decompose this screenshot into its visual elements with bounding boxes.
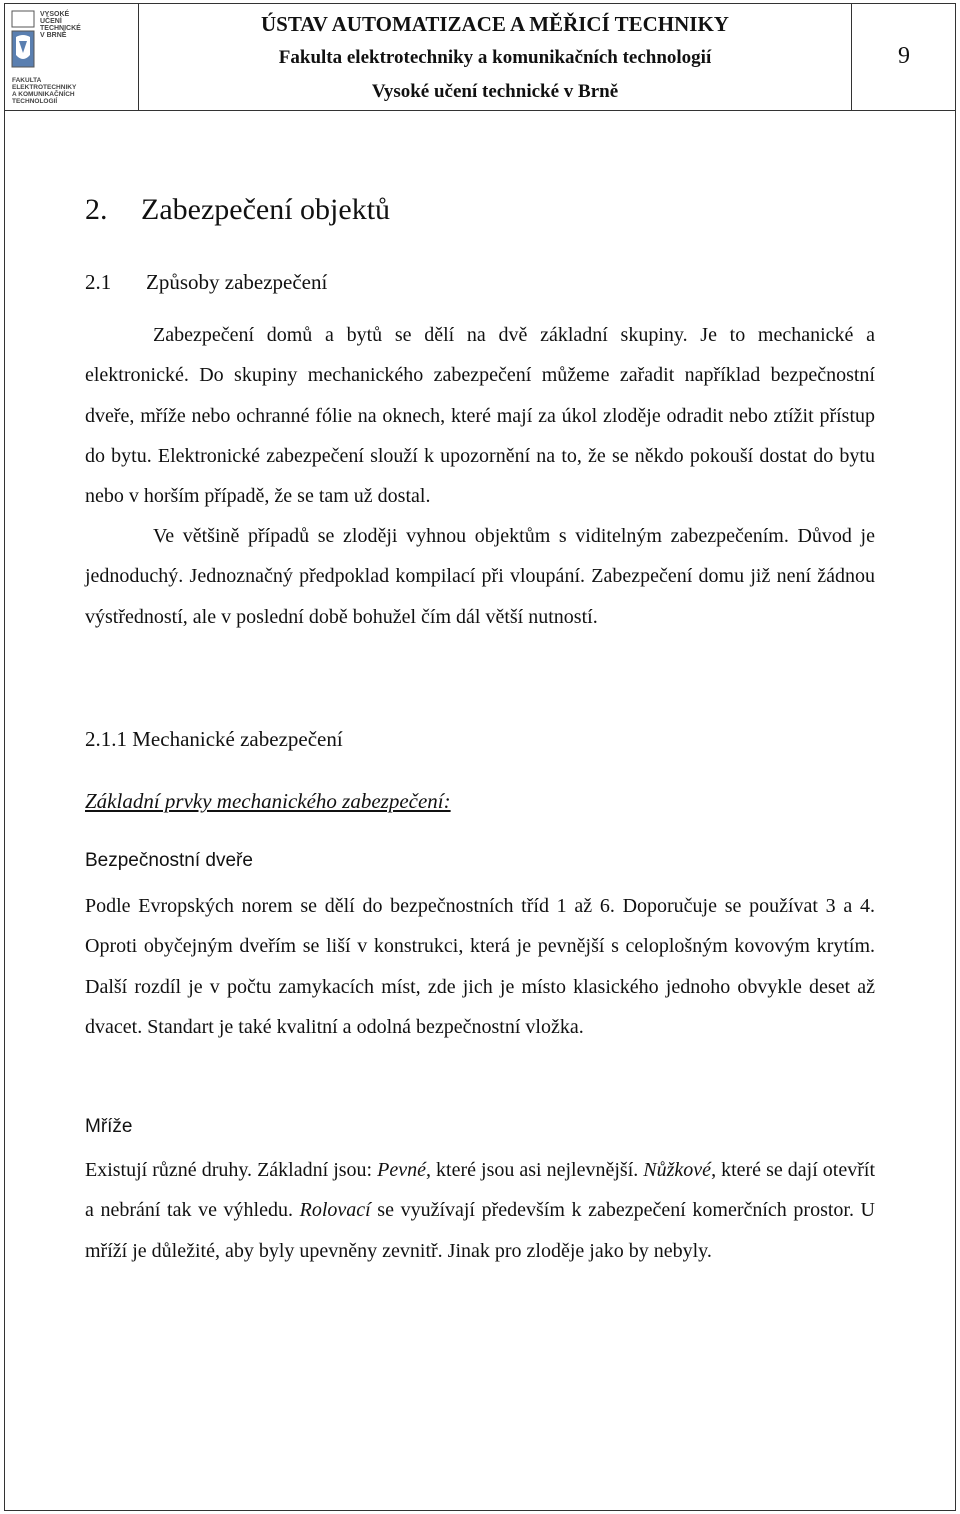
header-titles	[139, 3, 851, 111]
page-frame	[4, 3, 956, 1511]
faculty-name: Fakulta elektrotechniky a komunikačních technologií	[278, 47, 712, 68]
section-title: Způsoby zabezpečení	[146, 270, 328, 294]
doors-paragraph: Podle Evropských norem se dělí do bezpečnostních tříd 1 až 6. Doporučuje se používat 3 a 4. Oproti obyčejným dveřím se liší v konstrukci, která je pevnější s celoplošným kovovým krytím. Další rozdíl je v počtu zamykacích míst, zde jich je místo klasického jednoho obvykle deset až dvacet. Standart je také kvalitní a odolná bezpečnostní vložka.	[85, 895, 875, 1038]
bars-paragraph: Existují různé druhy. Základní jsou: Pevné, které jsou asi nejlevnější. Nůžkové, které se dají otevřít a nebrání tak ve výhledu. Rolovací se využívají především k zabezpečení komerčních prostor. U mříží je důležité, aby byly upevněny zevnitř. Jinak pro zloděje jako by nebyly.	[85, 1159, 876, 1262]
logo-emblem-icon	[10, 7, 40, 79]
doors-heading: Bezpečnostní dveře	[85, 850, 253, 871]
logo-text-top: VYSOKÉ UČENÍ TECHNICKÉ V BRNĚ	[40, 11, 81, 39]
section-number: 2.1	[85, 270, 112, 294]
logo-text-bottom: FAKULTA ELEKTROTECHNIKY A KOMUNIKAČNÍCH TECHNOLOGIÍ	[12, 77, 77, 105]
basic-elements-heading: Základní prvky mechanického zabezpečení:	[85, 789, 451, 813]
section-paragraph: Zabezpečení domů a bytů se dělí na dvě základní skupiny. Je to mechanické a elektronické. Do skupiny mechanického zabezpečení můžeme zařadit například bezpečnostní dveře, mříže nebo ochranné fólie na oknech, které mají za úkol zloděje odradit nebo ztížit přístup do bytu. Elektronické zabezpečení slouží k upozornění na to, že se někdo pokouší dostat do bytu nebo v horším případě, že se tam už dostal.	[85, 324, 875, 508]
university-logo	[4, 3, 139, 111]
section-heading	[85, 270, 327, 295]
chapter-number: 2.	[85, 193, 108, 226]
university-name: Vysoké učení technické v Brně	[371, 81, 619, 102]
chapter-heading	[85, 193, 390, 227]
bars-heading: Mříže	[85, 1116, 133, 1137]
institute-name: ÚSTAV AUTOMATIZACE A MĚŘICÍ TECHNIKY	[261, 12, 729, 36]
chapter-title: Zabezpečení objektů	[141, 193, 391, 226]
subsection-heading: 2.1.1 Mechanické zabezpečení	[85, 727, 343, 751]
section-paragraph-2: Ve většině případů se zloději vyhnou objektům s viditelným zabezpečením. Důvod je jednoduchý. Jednoznačný předpoklad kompilací při vloupání. Zabezpečení domu již není žádnou výstředností, ale v poslední době bohužel čím dál větší nutností.	[85, 525, 875, 628]
page-number: 9	[851, 3, 956, 111]
